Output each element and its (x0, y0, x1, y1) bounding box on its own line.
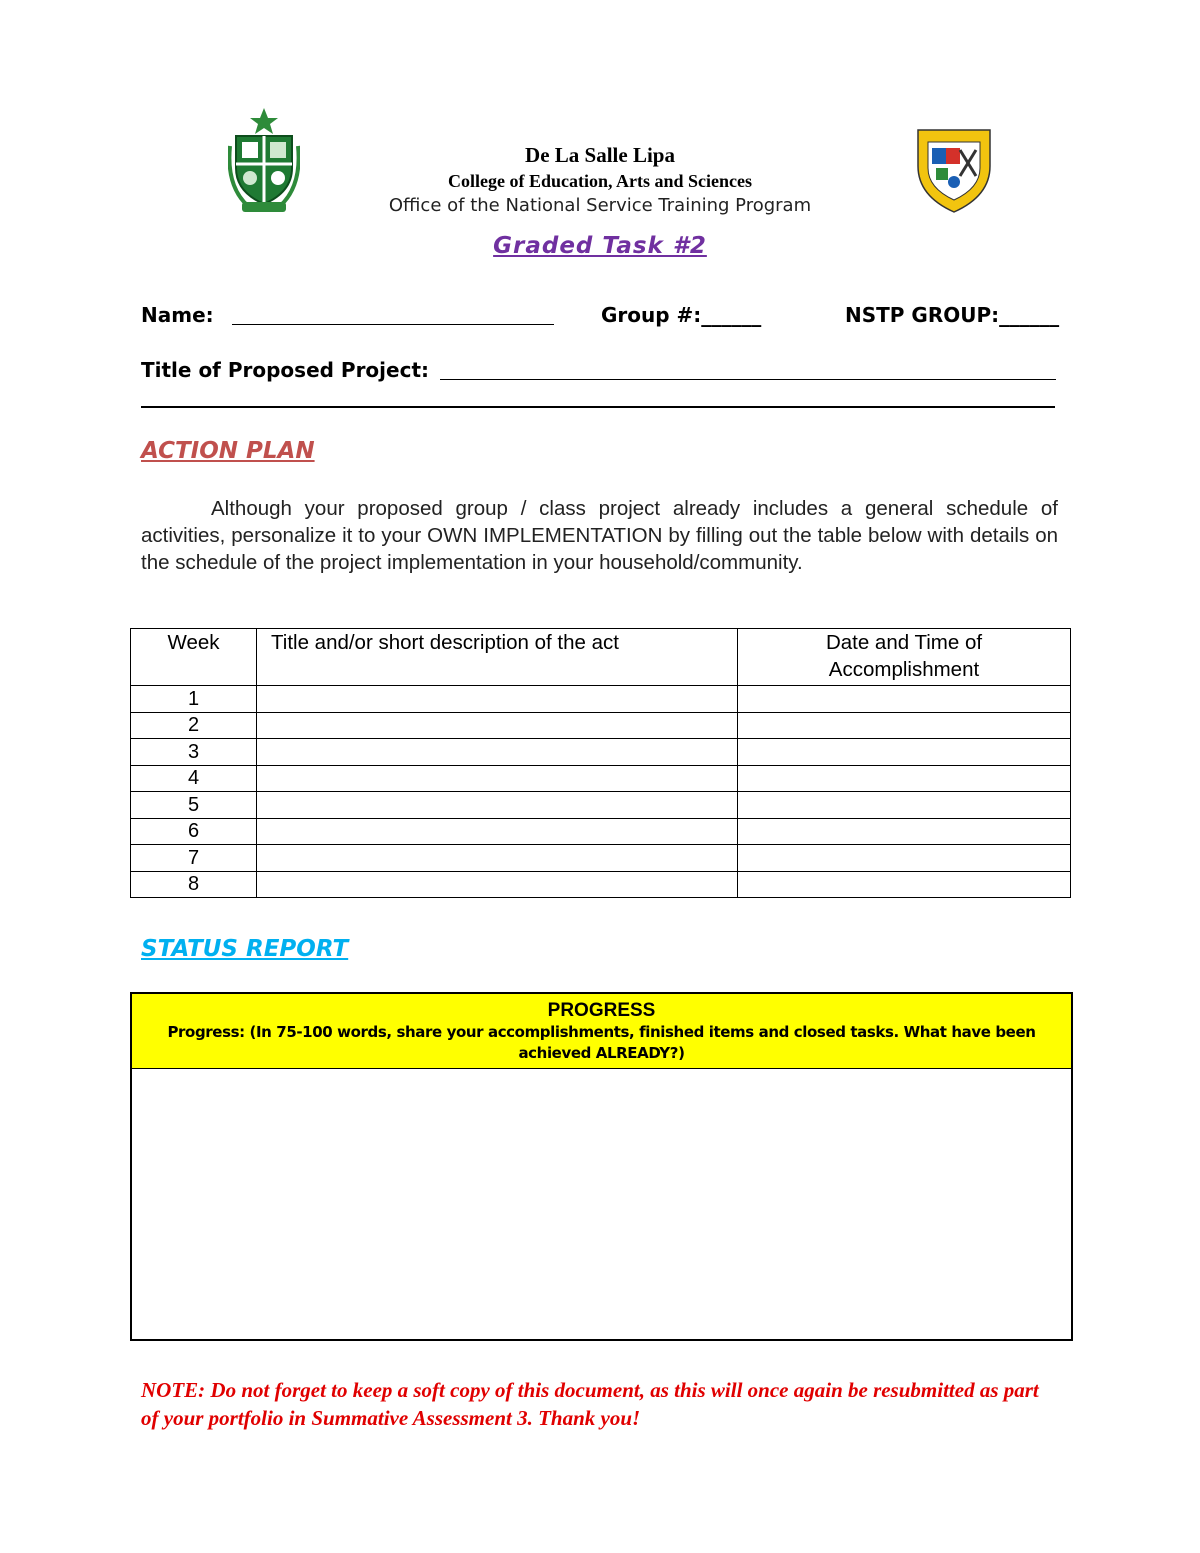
week-number-cell: 2 (131, 712, 257, 739)
closing-note: NOTE: Do not forget to keep a soft copy of this document, as this will once again be resubmitted as part of your portfolio in Summative Assessment 3. Thank you! (141, 1378, 1039, 1430)
action-plan-table (130, 628, 1071, 898)
date-time-cell[interactable] (738, 818, 1071, 845)
group-number-label[interactable]: Group #:______ (601, 303, 762, 327)
name-label: Name: (141, 303, 214, 327)
office-name: Office of the National Service Training Program (388, 195, 812, 216)
description-cell[interactable] (257, 845, 738, 872)
week-number-cell: 1 (131, 686, 257, 713)
table-row (131, 739, 1071, 766)
project-title-field[interactable] (440, 357, 1056, 380)
description-cell[interactable] (257, 712, 738, 739)
progress-answer-area[interactable] (132, 1069, 1071, 1337)
week-number-cell: 6 (131, 818, 257, 845)
week-number-cell: 7 (131, 845, 257, 872)
date-time-cell[interactable] (738, 739, 1071, 766)
progress-header (132, 994, 1071, 1069)
table-row (131, 818, 1071, 845)
column-header-date-time: Date and Time of Accomplishment (738, 629, 1071, 686)
description-cell[interactable] (257, 739, 738, 766)
table-row (131, 686, 1071, 713)
college-name: College of Education, Arts and Sciences (448, 171, 752, 191)
status-report-box (130, 992, 1073, 1341)
week-number-cell: 8 (131, 871, 257, 898)
progress-heading: PROGRESS (547, 1000, 656, 1021)
date-time-cell[interactable] (738, 845, 1071, 872)
nstp-seal-logo (914, 126, 994, 214)
action-plan-title: ACTION PLAN (141, 438, 315, 464)
week-number-cell: 3 (131, 739, 257, 766)
date-time-cell[interactable] (738, 686, 1071, 713)
table-row (131, 712, 1071, 739)
table-row (131, 845, 1071, 872)
table-row (131, 765, 1071, 792)
description-cell[interactable] (257, 818, 738, 845)
week-number-cell: 4 (131, 765, 257, 792)
description-cell[interactable] (257, 792, 738, 819)
date-time-cell[interactable] (738, 712, 1071, 739)
date-time-cell[interactable] (738, 792, 1071, 819)
column-header-description: Title and/or short description of the act (257, 629, 738, 686)
project-title-field-line-2[interactable] (141, 406, 1055, 408)
table-row (131, 792, 1071, 819)
week-number-cell: 5 (131, 792, 257, 819)
date-time-cell[interactable] (738, 765, 1071, 792)
action-plan-instructions: Although your proposed group / class project already includes a general schedule of activities, personalize it to your OWN IMPLEMENTATION by filling out the table below with details on the schedule of the project implementation in your household/community. (141, 497, 1058, 574)
name-field[interactable] (232, 302, 554, 325)
school-crest-logo (228, 106, 300, 214)
action-plan-rows (131, 686, 1071, 898)
description-cell[interactable] (257, 765, 738, 792)
table-row (131, 871, 1071, 898)
progress-prompt: Progress: (In 75-100 words, share your accomplishments, finished items and closed tasks. What have been achieved ALREADY?) (167, 1023, 1036, 1062)
column-header-week: Week (131, 629, 257, 686)
project-title-label: Title of Proposed Project: (141, 358, 430, 382)
nstp-group-label[interactable]: NSTP GROUP:______ (845, 303, 1060, 327)
table-header-row (131, 629, 1071, 686)
date-time-cell[interactable] (738, 871, 1071, 898)
institution-name: De La Salle Lipa (525, 143, 675, 167)
status-report-title: STATUS REPORT (141, 936, 349, 962)
description-cell[interactable] (257, 871, 738, 898)
page-title: Graded Task #2 (493, 233, 707, 259)
description-cell[interactable] (257, 686, 738, 713)
